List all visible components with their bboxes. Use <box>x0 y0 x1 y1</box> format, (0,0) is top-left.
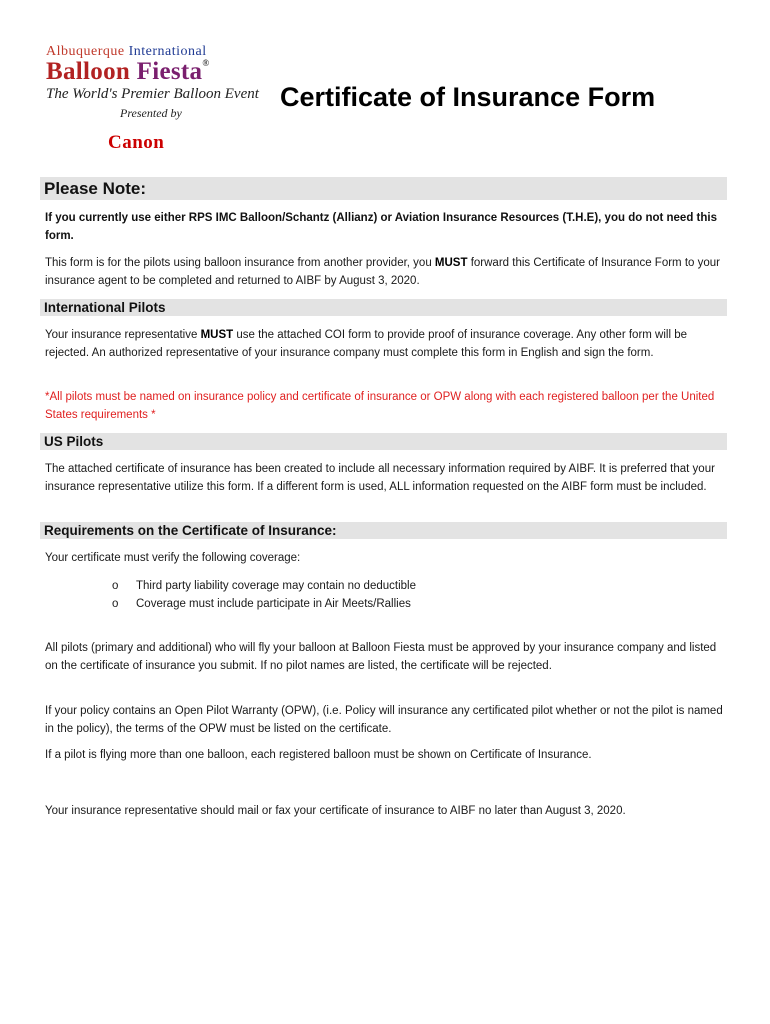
requirements-heading: Requirements on the Certificate of Insurance: <box>40 522 727 539</box>
note-text <box>45 254 729 290</box>
mail-fax-instructions: Your insurance representative should mail or fax your certificate of insurance to AIBF no later than August 3, 2020. <box>45 805 626 817</box>
pilots-approval-text: All pilots (primary and additional) who will fly your balloon at Balloon Fiesta must be approved by your insurance company and listed on the certificate of insurance you submit. If no pilot names are listed, the certificate will be rejected. <box>45 642 717 672</box>
list-item <box>112 595 411 613</box>
presented-by-label: Presented by <box>120 106 182 120</box>
multiple-balloons-text: If a pilot is flying more than one balloon, each registered balloon must be shown on Certificate of Insurance. <box>45 749 592 761</box>
note-bold-text: If you currently use either RPS IMC Balloon/Schantz (Allianz) or Aviation Insurance Resources (T.H.E), you do not need this form. <box>45 212 717 242</box>
form-title: Certificate of Insurance Form <box>280 82 656 112</box>
us-pilots-heading: US Pilots <box>40 433 727 450</box>
note-text-part2: forward this Certificate of Insurance Form to your insurance agent to be completed and returned to AIBF by August 3, 2020. <box>45 257 720 287</box>
canon-logo: Canon <box>108 132 165 153</box>
list-item-text: Coverage must include participate in Air Meets/Rallies <box>136 598 411 610</box>
international-text <box>45 326 729 362</box>
note-must-emphasis: MUST <box>434 257 468 269</box>
bullet-marker: o <box>112 598 119 610</box>
trademark-symbol: ® <box>202 58 210 68</box>
international-text-part2: use the attached COI form to provide proof of insurance coverage. Any other form will be rejected. An authorized representative of your insurance company must complete this form in English and sign the form. <box>45 329 688 359</box>
international-red-notice: *All pilots must be named on insurance policy and certificate of insurance or OPW along with each registered balloon per the United States requirements * <box>45 391 715 421</box>
bullet-marker: o <box>112 580 119 592</box>
logo-word-fiesta: Fiesta <box>136 58 203 85</box>
logo-tagline: The World's Premier Balloon Event <box>46 86 259 102</box>
us-pilots-text: The attached certificate of insurance has been created to include all necessary information required by AIBF. It is preferred that your insurance representative utilize this form. If a different form is used, ALL information requested on the AIBF form must be included. <box>45 463 715 493</box>
list-item <box>112 577 416 595</box>
logo-word-balloon: Balloon <box>46 58 131 85</box>
logo-word-albuquerque: Albuquerque <box>46 44 125 59</box>
logo-line2 <box>46 58 209 86</box>
list-item-text: Third party liability coverage may contain no deductible <box>136 580 416 592</box>
please-note-heading: Please Note: <box>40 177 727 200</box>
opw-text: If your policy contains an Open Pilot Warranty (OPW), (i.e. Policy will insurance any certificated pilot whether or not the pilot is named in the policy), the terms of the OPW must be listed on the certificate. <box>45 705 723 735</box>
international-text-part1: Your insurance representative <box>45 329 201 341</box>
requirements-intro: Your certificate must verify the following coverage: <box>45 552 301 564</box>
international-must-emphasis: MUST <box>200 329 234 341</box>
international-pilots-heading: International Pilots <box>40 299 727 316</box>
logo-word-international: International <box>128 44 207 59</box>
note-text-part1: This form is for the pilots using balloon insurance from another provider, you <box>45 257 435 269</box>
